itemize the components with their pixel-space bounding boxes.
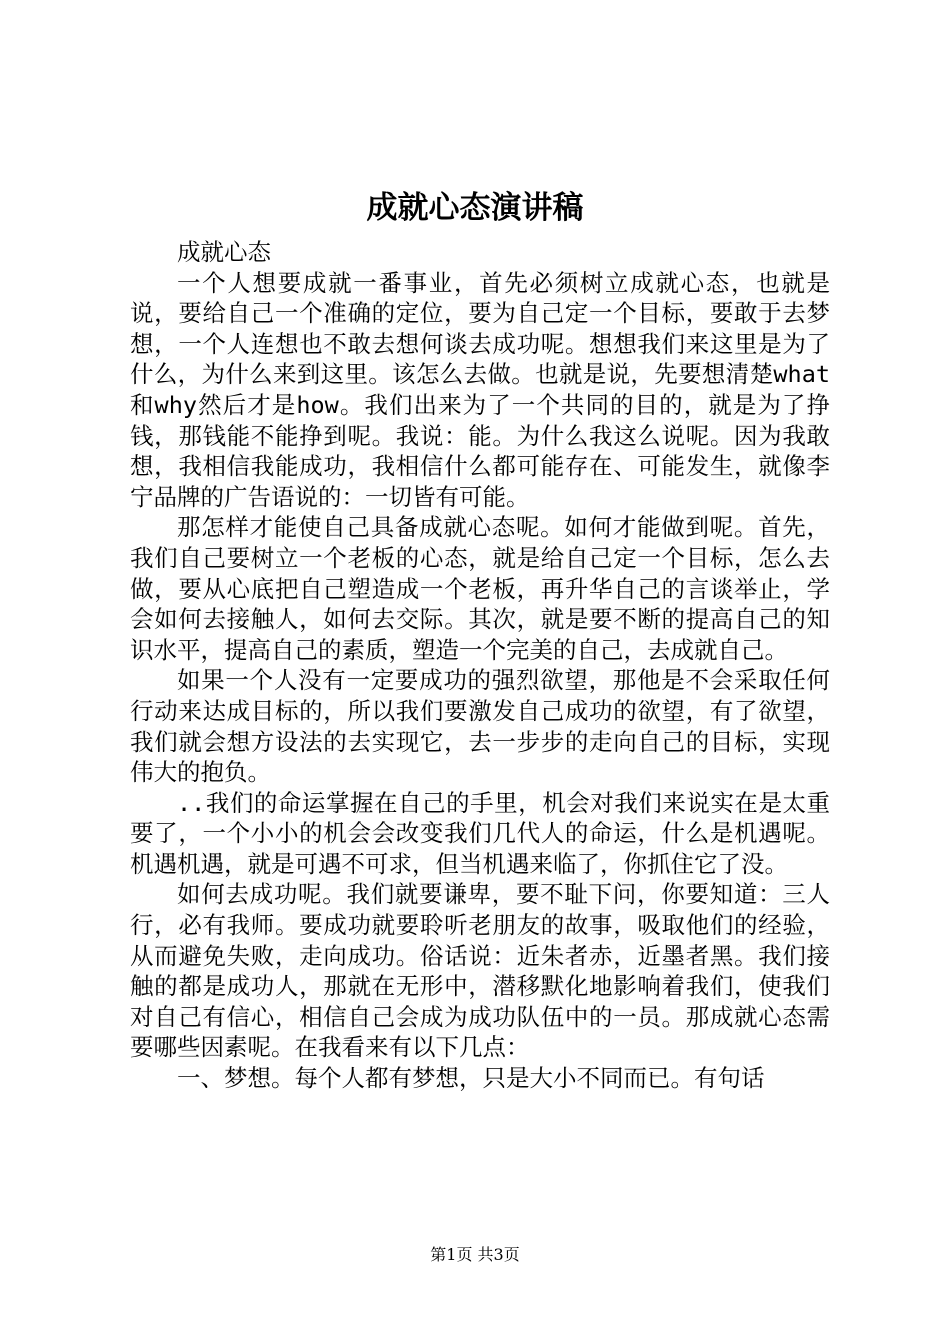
document-title: 成就心态演讲稿 [366,190,584,226]
paragraph-3: 如果一个人没有一定要成功的强烈欲望，那他是不会采取任何行动来达成目标的，所以我们要激发自己成功的欲望，有了欲望，我们就会想方设法的去实现它，去一步步的走向自己的目标，实现伟大的抱负。 [130,666,830,787]
paragraph-1: 一个人想要成就一番事业，首先必须树立成就心态，也就是说，要给自己一个准确的定位，要为自己定一个目标，要敢于去梦想，一个人连想也不敢去想何谈去成功呢。想想我们来这里是为了什么，为什么来到这里。该怎么去做。也就是说，先要想清楚what和why然后才是how。我们出来为了一个共同的目的，就是为了挣钱，那钱能不能挣到呢。我说：能。为什么我这么说呢。因为我敢想，我相信我能成功，我相信什么都可能存在、可能发生，就像李宁品牌的广告语说的：一切皆有可能。 [130,268,830,511]
paragraph-4: ..我们的命运掌握在自己的手里，机会对我们来说实在是太重要了，一个小小的机会会改变我们几代人的命运，什么是机遇呢。机遇机遇，就是可遇不可求，但当机遇来临了，你抓住它了没。 [130,788,830,878]
document-body [130,237,830,1094]
paragraph-subtitle: 成就心态 [177,238,271,266]
page-footer: 第1页 共3页 [430,1245,520,1264]
paragraph-2: 那怎样才能使自己具备成就心态呢。如何才能做到呢。首先，我们自己要树立一个老板的心态，就是给自己定一个目标，怎么去做，要从心底把自己塑造成一个老板，再升华自己的言谈举止，学会如何去接触人，如何去交际。其次，就是要不断的提高自己的知识水平，提高自己的素质，塑造一个完美的自己，去成就自己。 [130,513,830,664]
paragraph-5: 如何去成功呢。我们就要谦卑，要不耻下问，你要知道：三人行，必有我师。要成功就要聆听老朋友的故事，吸取他们的经验，从而避免失败，走向成功。俗话说：近朱者赤，近墨者黑。我们接触的都是成功人，那就在无形中，潜移默化地影响着我们，使我们对自己有信心，相信自己会成为成功队伍中的一员。那成就心态需要哪些因素呢。在我看来有以下几点： [130,880,830,1062]
paragraph-6: 一、梦想。每个人都有梦想，只是大小不同而已。有句话 [177,1064,765,1093]
